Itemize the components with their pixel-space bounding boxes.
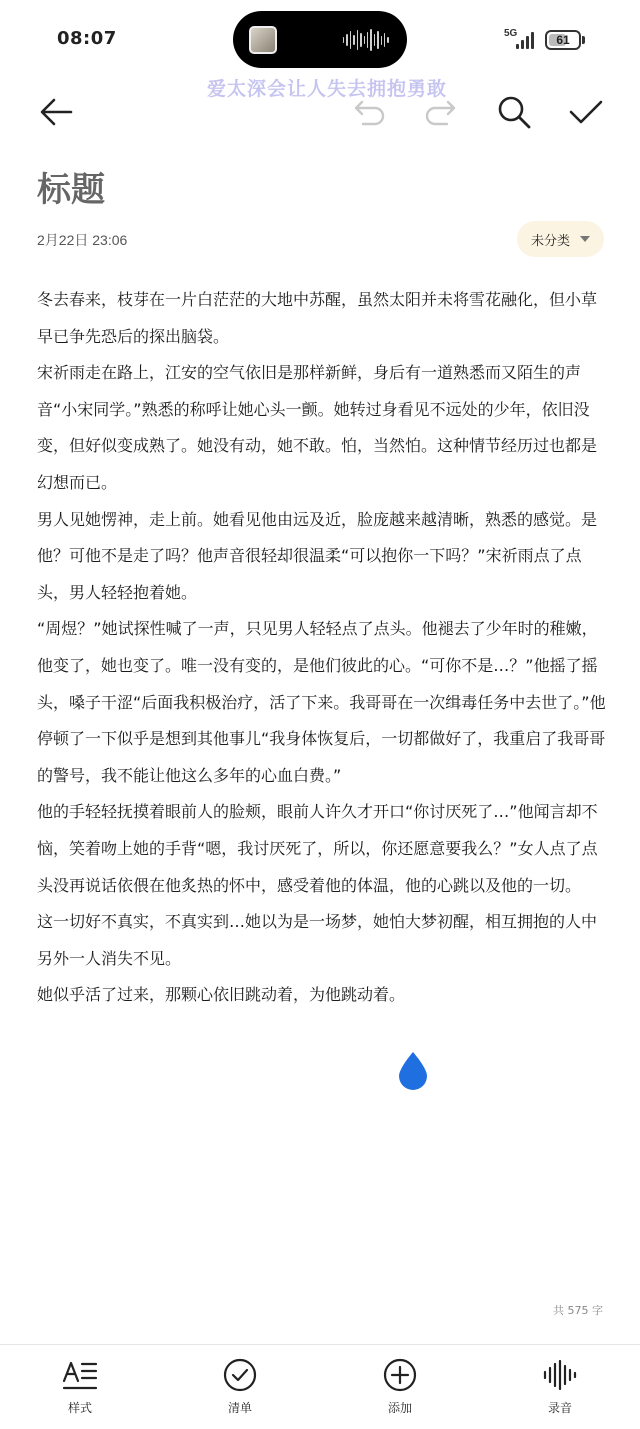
back-button[interactable] [34,90,78,134]
waveform-icon [542,1359,578,1391]
paragraph: 男人见她愣神，走上前。她看见他由远及近，脸庞越来越清晰，熟悉的感觉。是他？可他不是走了吗？他声音很轻却很温柔“可以抱你一下吗？”宋祈雨点了点头，男人轻轻抱着她。 [37,509,598,602]
note-title[interactable]: 标题 [37,170,105,210]
add-icon [382,1357,418,1393]
word-count: 共 575 字 [553,1304,603,1317]
paragraph: 他的手轻轻抚摸着眼前人的脸颊，眼前人许久才开口“你讨厌死了…”他闻言却不恼，笑着吻上她的手背“嗯，我讨厌死了，所以，你还愿意要我么？”女人点了点头没再说话依偎在他炙热的怀中，感受着他的体温，他的心跳以及他的一切。 [37,802,598,895]
undo-button[interactable] [348,90,392,134]
category-selector[interactable] [517,221,604,257]
search-button[interactable] [492,90,536,134]
redo-icon [423,98,457,126]
search-icon [496,94,532,130]
note-date: 2月22日 23:06 [37,232,128,248]
status-time: 08:07 [57,28,117,49]
add-label: 添加 [387,1401,412,1415]
style-label: 样式 [67,1401,92,1415]
check-icon [568,98,604,126]
battery-level: 61 [556,33,570,47]
dynamic-island[interactable] [233,11,407,68]
paragraph: 冬去春来，枝芽在一片白茫茫的大地中苏醒，虽然太阳并未将雪花融化，但小草早已争先恐后的探出脑袋。 [37,290,598,346]
record-button[interactable] [520,1355,600,1423]
audio-wave-icon [343,29,389,51]
undo-icon [353,98,387,126]
record-label: 录音 [547,1401,572,1415]
add-button[interactable] [360,1355,440,1423]
arrow-left-icon [39,97,73,127]
category-label: 未分类 [530,233,570,249]
battery-tip [582,36,585,44]
album-art-icon [249,26,277,54]
checklist-button[interactable] [200,1355,280,1423]
paragraph: 宋祈雨走在路上，江安的空气依旧是那样新鲜，身后有一道熟悉而又陌生的声音“小宋同学。”熟悉的称呼让她心头一颤。她转过身看见不远处的少年，依旧没变，但好似变成熟了。她没有动，她不敢。怕，当然怕。这种情节经历过也都是幻想而已。 [37,363,598,492]
text-style-icon [62,1359,98,1391]
style-button[interactable] [40,1355,120,1423]
network-type: 5G [504,28,518,39]
battery-icon [545,30,581,50]
redo-button[interactable] [418,90,462,134]
paragraph: 这一切好不真实，不真实到…她以为是一场梦，她怕大梦初醒，相互拥抱的人中另外一人消失不见。 [37,912,598,968]
paragraph: “周煜？”她试探性喊了一声，只见男人轻轻点了点头。他褪去了少年时的稚嫩，他变了，她也变了。唯一没有变的，是他们彼此的心。“可你不是…？”他摇了摇头，嗓子干涩“后面我积极治疗，活了下来。我哥哥在一次缉毒任务中去世了。”他停顿了一下似乎是想到其他事儿“我身体恢复后，一切都做好了，我重启了我哥哥的警号，我不能让他这么多年的心血白费。” [37,619,606,785]
bottom-toolbar [0,1344,640,1429]
confirm-button[interactable] [564,90,608,134]
checklist-icon [222,1357,258,1393]
paragraph: 她似乎活了过来，那颗心依旧跳动着，为他跳动着。 [37,985,406,1005]
cellular-signal-icon [504,28,540,50]
note-body[interactable] [37,282,607,1014]
cursor-handle-icon[interactable] [397,1050,429,1090]
status-bar [0,0,640,80]
checklist-label: 清单 [227,1401,252,1415]
now-playing-lyric: 爱太深会让人失去拥抱勇敢 [207,78,448,100]
caret-down-icon [580,236,590,242]
